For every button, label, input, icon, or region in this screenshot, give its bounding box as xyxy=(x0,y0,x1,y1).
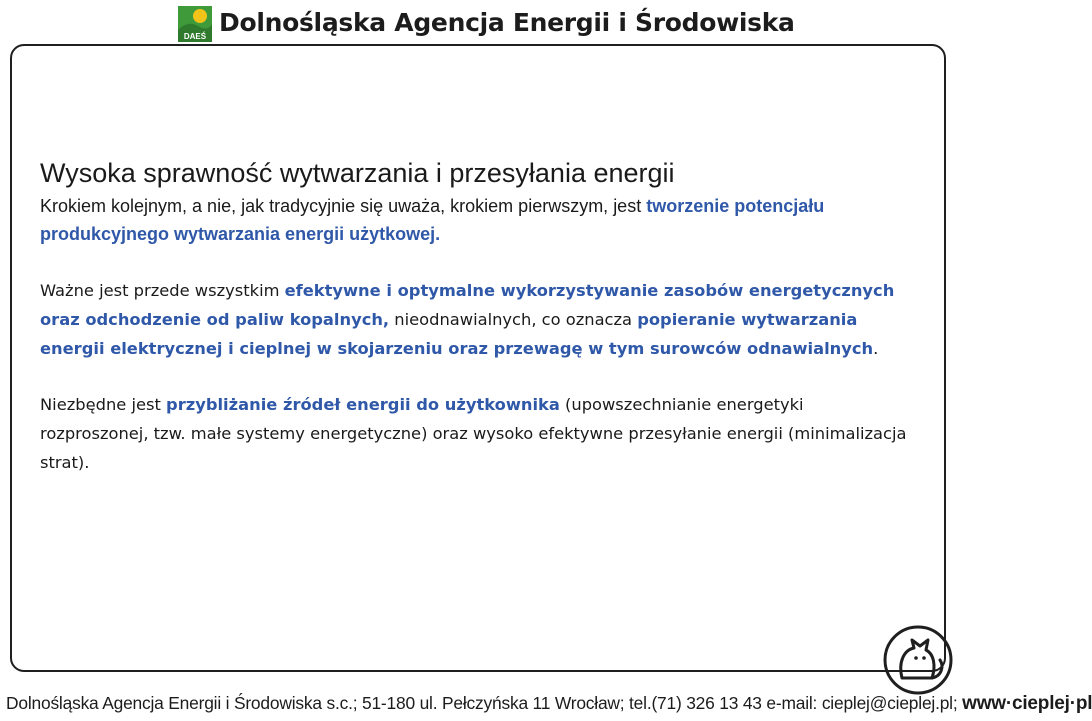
paragraph-distributed xyxy=(40,390,910,477)
logo-label: DAEŚ xyxy=(183,32,207,41)
para1-text-2: nieodnawialnych, co oznacza xyxy=(389,310,638,329)
para1-highlight-1: efektywne i optymalne wykorzystywanie zasobów energetycznych oraz odchodzenie od paliw kopalnych, xyxy=(40,281,895,329)
footer-website[interactable]: www·cieplej·pl xyxy=(962,693,1092,714)
intro-text: Krokiem kolejnym, a nie, jak tradycyjnie się uważa, krokiem pierwszym, jest xyxy=(40,196,647,216)
para1-text-1: Ważne jest przede wszystkim xyxy=(40,281,285,300)
para2-highlight: przybliżanie źródeł energii do użytkownika xyxy=(166,395,560,414)
para1-text-3: . xyxy=(873,339,879,358)
para1-highlight-2: popieranie wytwarzania energii elektrycznej i cieplnej w skojarzeniu oraz przewagę w tym surowców odnawialnych xyxy=(40,310,874,358)
cat-logo-icon xyxy=(880,622,956,698)
agency-name: Dolnośląska Agencja Energii i Środowiska xyxy=(219,8,795,37)
intro-paragraph xyxy=(40,192,910,248)
header xyxy=(0,0,960,44)
paragraph-resources xyxy=(40,276,910,363)
slide-content xyxy=(40,156,910,477)
footer-contact xyxy=(6,693,1092,715)
footer-contact-text: Dolnośląska Agencja Energii i Środowiska s.c.; 51-180 ul. Pełczyńska 11 Wrocław; tel.(71) 326 13 43 e-mail: cieplej@cieplej.pl; xyxy=(6,693,963,713)
daes-logo xyxy=(178,6,212,42)
para2-text-1: Niezbędne jest xyxy=(40,395,167,414)
slide-title: Wysoka sprawność wytwarzania i przesyłania energii xyxy=(40,158,675,188)
para2-text-2: (upowszechnianie energetyki rozproszonej, tzw. małe systemy energetyczne) oraz wysoko efektywne przesyłanie energii (minimalizacja strat). xyxy=(40,395,907,472)
intro-highlight: tworzenie potencjału produkcyjnego wytwarzania energii użytkowej. xyxy=(40,196,825,244)
